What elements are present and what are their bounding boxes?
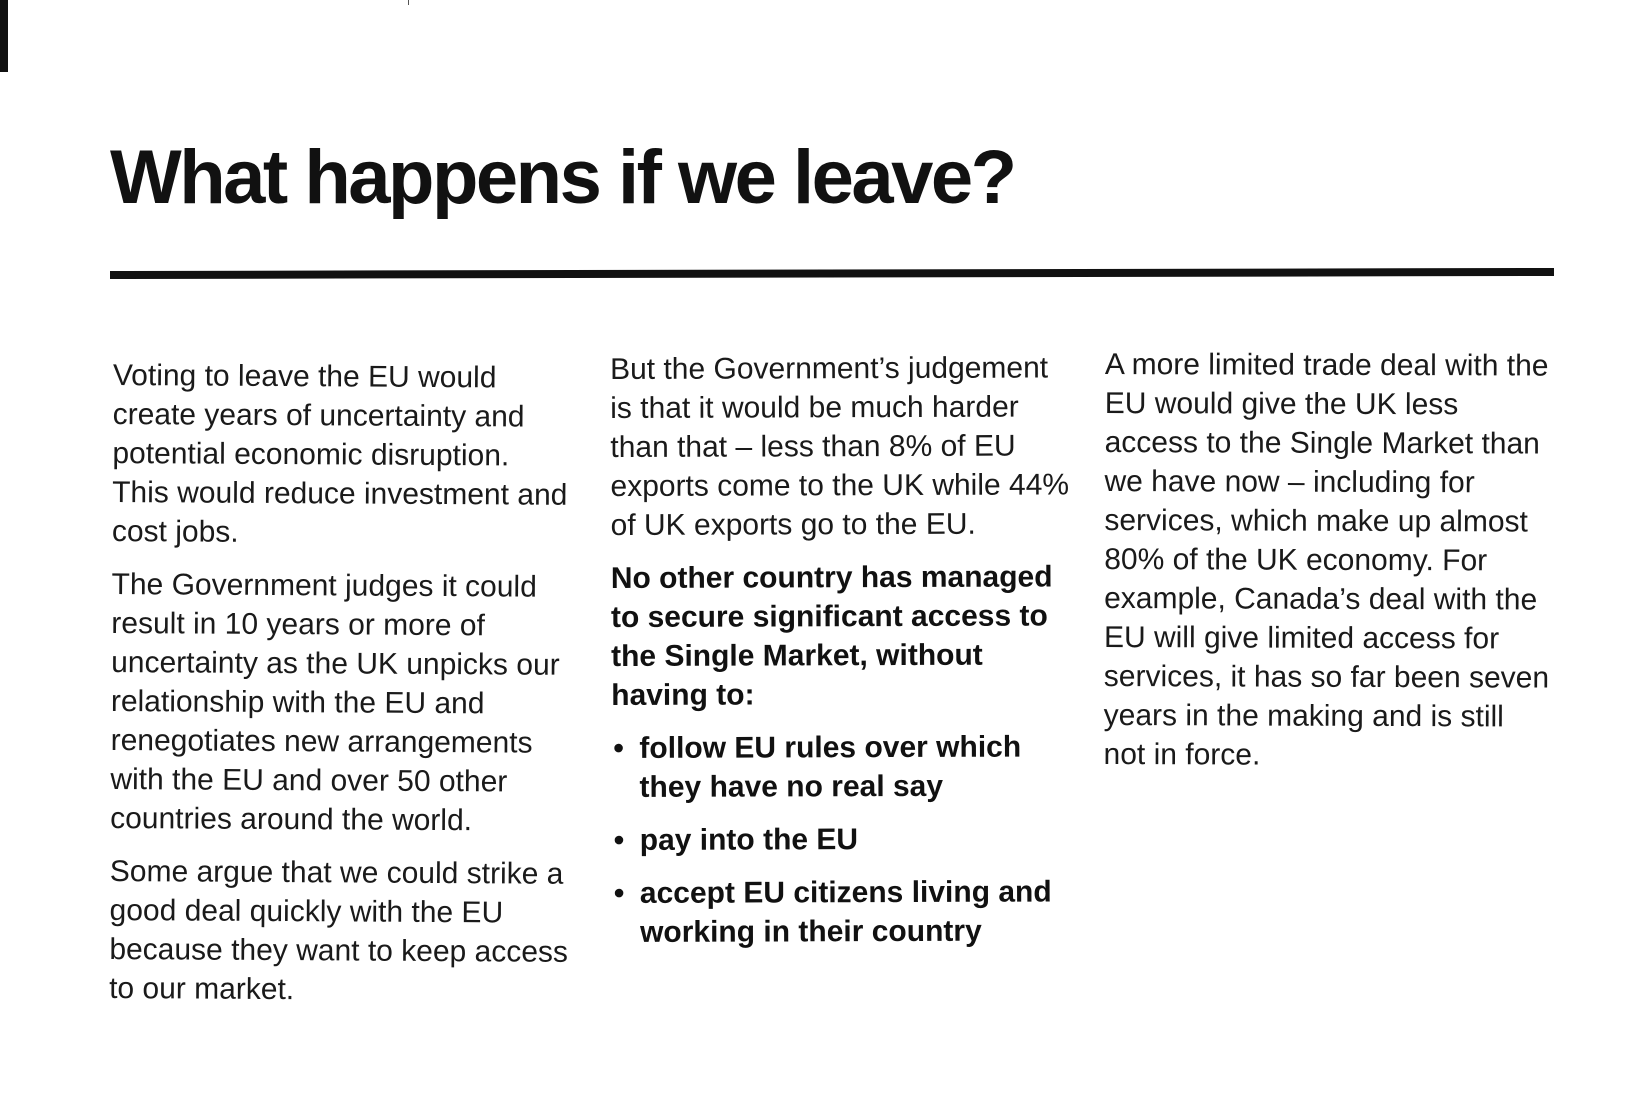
bullet-item [612,819,1077,860]
scan-tick-mark [408,0,409,5]
bullet-text: accept EU citizens living and working in their country [639,875,1052,949]
paragraph: A more limited trade deal with the EU would give the UK less access to the Single Market than we have now – including for services, which make up almost 80% of the UK economy. For example, Canada’s deal with the EU will give limited access for services, it has so far been seven years in the making and is still not in force. [1103,347,1550,772]
bold-lead-paragraph: No other country has managed to secure significant access to the Single Market, without having to: [610,560,1053,712]
paragraph: Voting to leave the EU would create years of uncertainty and potential economic disruption. This would reduce investment and cost jobs. [111,358,568,549]
bullet-text: pay into the EU [639,823,859,857]
page-title: What happens if we leave? [110,135,1015,220]
bullet-list [611,727,1077,952]
paragraph: The Government judges it could result in 10 years or more of uncertainty as the UK unpicks our relationship with the EU and renegotiates new arrangements with the EU and over 50 other countries around the world. [110,567,560,838]
bullet-dot-icon: • [613,731,624,765]
column-1 [109,356,573,1025]
column-2 [610,348,1077,966]
paragraph: Some argue that we could strike a good deal quickly with the EU because they want to keep access to our market. [109,854,569,1007]
bullet-text: follow EU rules over which they have no real say [639,730,1022,804]
paragraph: But the Government’s judgement is that it would be much harder than that – less than 8% of EU exports come to the UK while 44% of UK exports go to the EU. [610,351,1070,542]
bullet-dot-icon: • [613,876,625,910]
page-edge-mark [0,0,8,72]
bullet-item [612,872,1077,952]
column-3 [1103,345,1555,790]
bullet-dot-icon: • [613,823,625,857]
bullet-item [611,727,1076,807]
title-divider [110,268,1554,279]
